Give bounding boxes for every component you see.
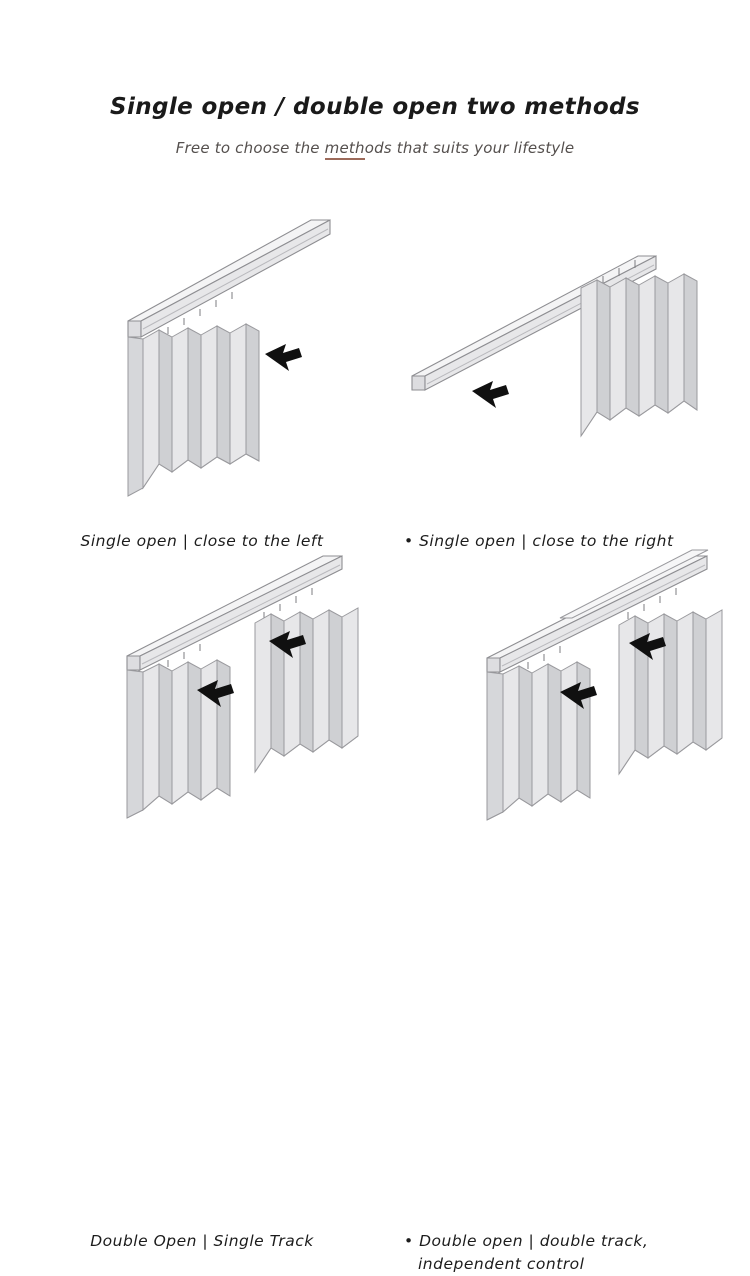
page-subtitle — [0, 138, 750, 158]
caption-text: Double Open | Single Track — [90, 1232, 314, 1250]
caption-text-line1: Double open | double track, — [419, 1232, 649, 1250]
curtain-rail — [128, 220, 330, 337]
direction-arrow-right — [472, 381, 509, 408]
curtain-panels — [128, 324, 259, 496]
caption-double-open-double-track — [392, 1230, 750, 1276]
caption-line-2: independent control — [418, 1255, 585, 1273]
curtain-rail-back — [560, 550, 708, 618]
direction-arrow-left — [265, 344, 302, 371]
illustration-single-open-close-right — [392, 196, 750, 526]
subtitle-part-2: ods that suits your lifestyle — [364, 139, 575, 157]
curtain-illustration-svg — [12, 548, 392, 878]
caption-double-open-single-track — [12, 1230, 392, 1253]
diagram-double-open-single-track — [12, 548, 392, 1250]
curtain-panels-right — [255, 608, 358, 772]
curtain-illustration-svg — [12, 196, 392, 526]
curtain-panels-right — [619, 610, 722, 774]
caption-line-1 — [404, 1230, 750, 1253]
illustration-single-open-close-left — [12, 196, 392, 526]
caption-text: Single open | close to the left — [80, 532, 324, 550]
bullet-marker: • — [404, 532, 414, 550]
curtain-illustration-svg — [392, 548, 750, 878]
diagram-double-open-double-track — [392, 548, 750, 1273]
diagram-single-open-close-right — [392, 196, 750, 550]
curtain-illustration-svg — [392, 196, 750, 526]
curtain-panels — [581, 274, 697, 436]
illustration-double-open-double-track — [392, 548, 750, 878]
subtitle-underlined-part: meth — [325, 139, 365, 160]
subtitle-part-1: Free to choose the — [175, 139, 325, 157]
caption-text: Single open | close to the right — [419, 532, 674, 550]
bullet-marker: • — [404, 1232, 414, 1250]
diagram-single-open-close-left — [12, 196, 392, 550]
header — [0, 92, 750, 158]
illustration-double-open-single-track — [12, 548, 392, 878]
page-title: Single open / double open two methods — [109, 94, 640, 120]
